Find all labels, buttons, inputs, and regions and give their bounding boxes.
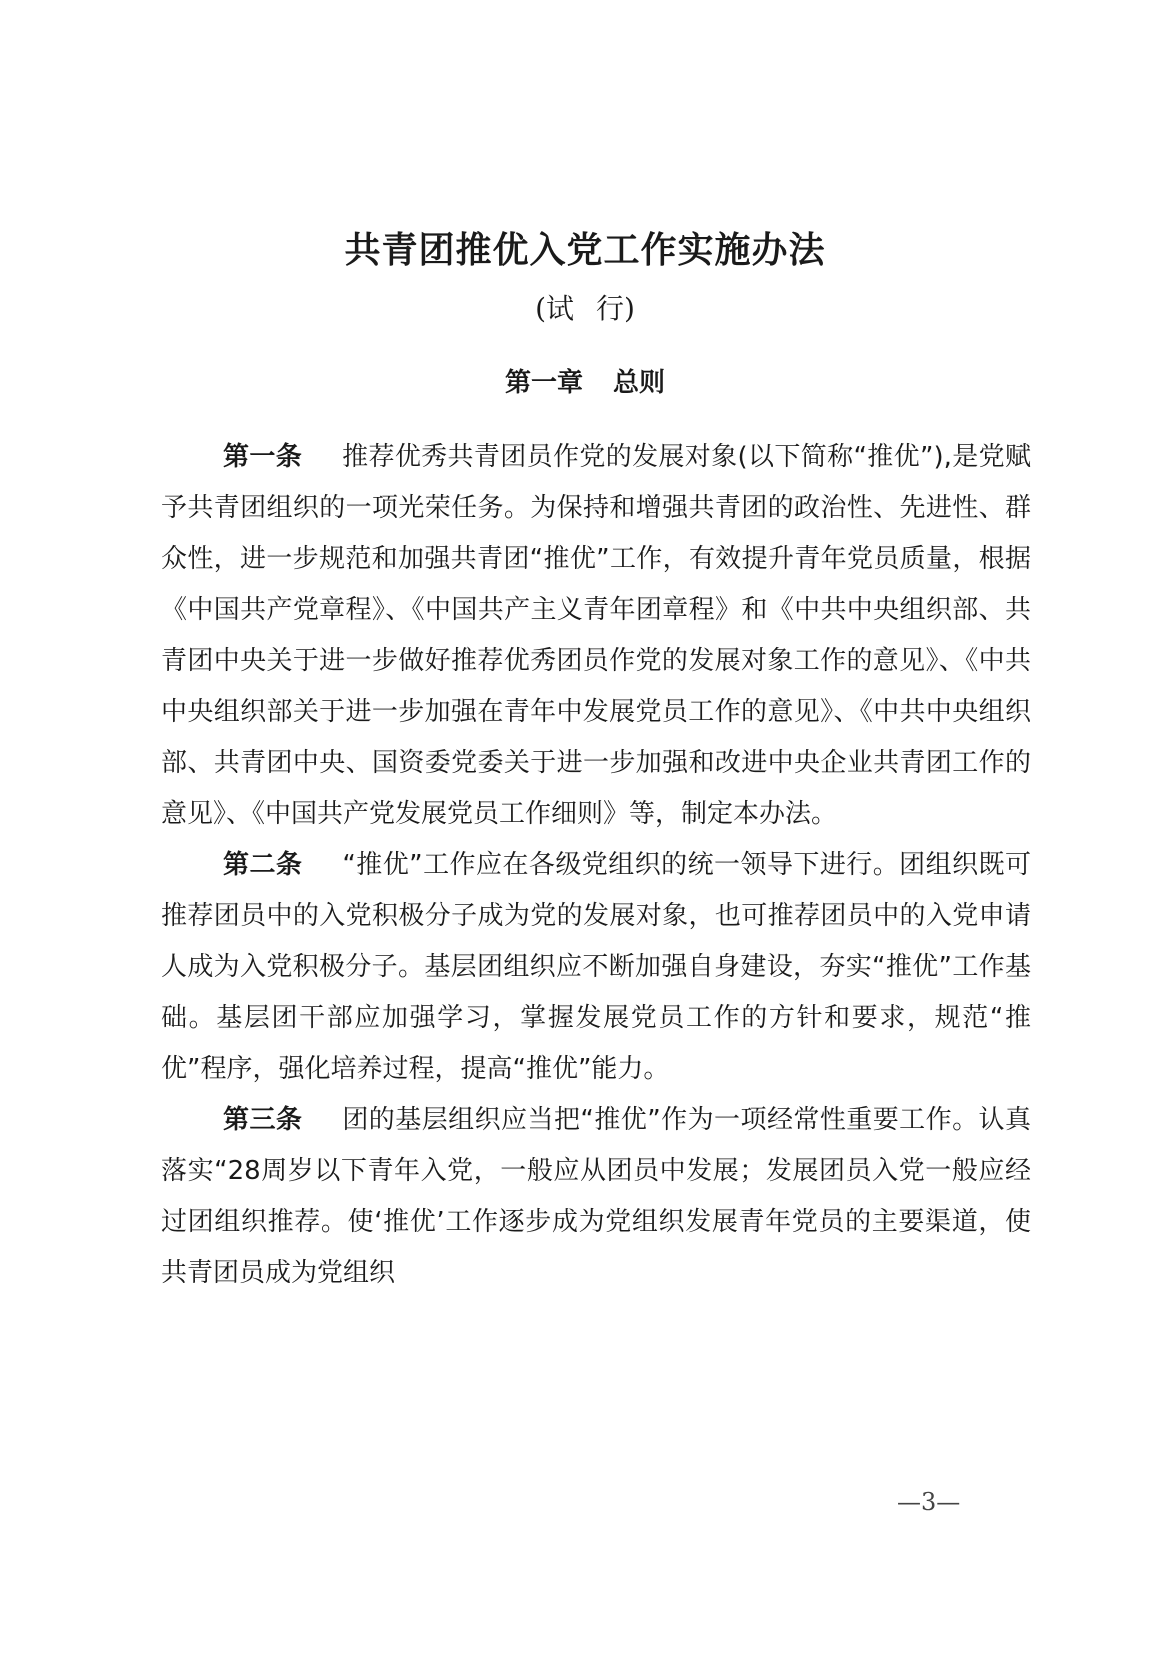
chapter-name: 总则	[613, 368, 666, 398]
article-3	[161, 1095, 1031, 1299]
page-number: —3—	[897, 1488, 961, 1516]
article-2	[161, 840, 1031, 1095]
chapter-heading	[0, 362, 1170, 399]
document-body	[161, 432, 1031, 1299]
article-2-text: “推优”工作应在各级党组织的统一领导下进行。团组织既可推荐团员中的入党积极分子成为党的发展对象，也可推荐团员中的入党申请人成为入党积极分子。基层团组织应不断加强自身建设，夯实“推优”工作基础。基层团干部应加强学习，掌握发展党员工作的方针和要求，规范“推优”程序，强化培养过程，提高“推优”能力。	[161, 850, 1031, 1084]
article-1-text: 推荐优秀共青团员作党的发展对象(以下简称“推优”),是党赋予共青团组织的一项光荣任务。为保持和增强共青团的政治性、先进性、群众性，进一步规范和加强共青团“推优”工作，有效提升青年党员质量，根据《中国共产党章程》、《中国共产主义青年团章程》和《中共中央组织部、共青团中央关于进一步做好推荐优秀团员作党的发展对象工作的意见》、《中共中央组织部关于进一步加强在青年中发展党员工作的意见》、《中共中央组织部、共青团中央、国资委党委关于进一步加强和改进中央企业共青团工作的意见》、《中国共产党发展党员工作细则》等，制定本办法。	[161, 442, 1031, 829]
document-subtitle	[0, 287, 1170, 327]
article-1	[161, 432, 1031, 840]
article-3-label: 第三条	[223, 1105, 303, 1135]
chapter-number: 第一章	[504, 368, 583, 398]
article-3-text: 团的基层组织应当把“推优”作为一项经常性重要工作。认真落实“28周岁以下青年入党，一般应从团员中发展；发展团员入党一般应经过团组织推荐。使‘推优’工作逐步成为党组织发展青年党员的主要渠道，使共青团员成为党组织	[161, 1105, 1031, 1288]
subtitle-close: 行)	[596, 292, 635, 325]
article-2-label: 第二条	[223, 850, 303, 880]
subtitle-open: (试	[535, 292, 574, 325]
article-1-label: 第一条	[223, 442, 303, 472]
document-title: 共青团推优入党工作实施办法	[344, 230, 826, 271]
